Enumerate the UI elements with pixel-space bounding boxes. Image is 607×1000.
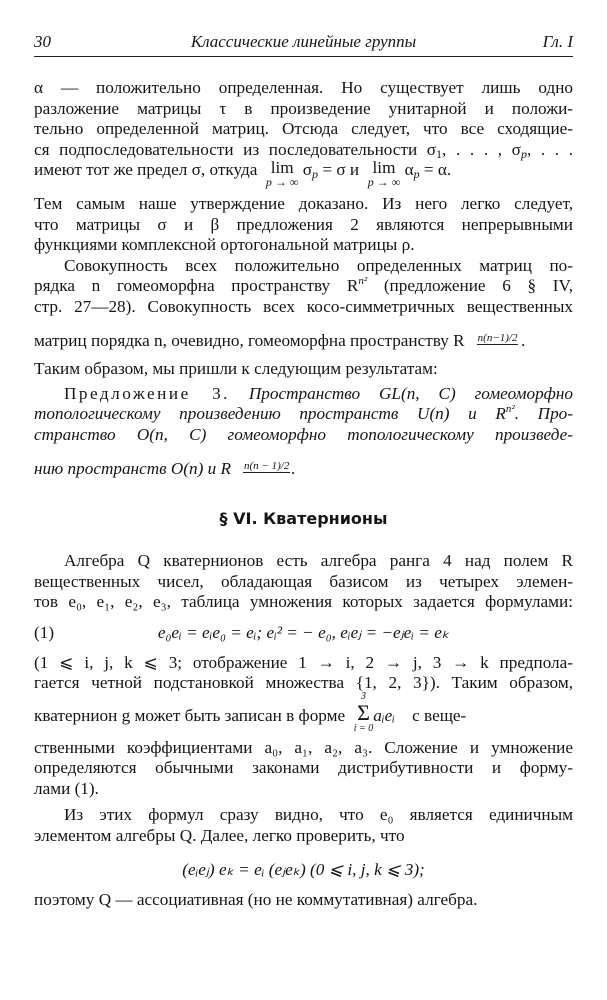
paragraph-2 xyxy=(34,256,573,380)
text-line: гается четной подстановкой множества {1, 2, 3}). Таким образом, xyxy=(34,673,573,692)
proposition-3 xyxy=(34,384,573,488)
limit-expression: lim p → ∞ xyxy=(265,158,299,189)
text-line: поэтому Q — ассоциативная (но не коммутативная) алгебра. xyxy=(34,890,478,909)
page-number: 30 xyxy=(34,32,51,51)
text-line: определяются обычными законами дистрибутивности и форму- xyxy=(34,758,573,777)
limit-expression: lim p → ∞ xyxy=(367,158,401,189)
text-line: Таким образом, мы пришли к следующим результатам: xyxy=(34,359,438,378)
text-line: тельно определенной матриц. Отсюда следует, что все сходящие- xyxy=(34,119,573,138)
formula-expression: (eᵢeⱼ) eₖ = eᵢ (eⱼeₖ) (0 ⩽ i, j, k ⩽ 3); xyxy=(182,860,425,879)
paragraph-4 xyxy=(34,653,573,800)
paragraph-1 xyxy=(34,78,573,256)
text-line: функциями комплексной ортогональной матрицы ρ. xyxy=(34,235,415,254)
text-line-with-limits: имеют тот же предел σ, откуда lim p → ∞ σp = σ и lim p → ∞ αp = α. xyxy=(34,158,452,189)
text-line: Алгебра Q кватернионов есть алгебра ранга 4 над полем R xyxy=(64,551,573,570)
summation: 3 Σ i = 0 xyxy=(353,690,374,734)
text-line: вещественных чисел, обладающая базисом из четырех элемен- xyxy=(34,571,573,591)
running-header xyxy=(34,32,573,57)
text-line: ся подпоследовательности из последовательности σ1, . . . , σp, . . . xyxy=(34,139,574,161)
text-line: разложение матрицы τ в произведение унитарной и положи- xyxy=(34,98,573,118)
formula-1 xyxy=(34,613,573,653)
text-line: топологическому произведению пространств U(n) и $R^{n^2}$. Про- xyxy=(34,403,573,423)
page-body xyxy=(34,78,573,911)
text-line: (1 ⩽ i, j, k ⩽ 3; отображение 1 → i, 2 → j, 3 → k предпола- xyxy=(34,652,573,672)
paragraph-5 xyxy=(34,805,573,846)
text-line: что матрицы σ и β предложения 2 являются непрерывными xyxy=(34,214,573,234)
text-line: Совокупность всех положительно определенных матриц по- xyxy=(64,255,573,275)
text-line: элементом алгебры Q. Далее, легко проверить, что xyxy=(34,825,405,845)
paragraph-6 xyxy=(34,890,573,911)
text-line: матриц порядка n, очевидно, гомеоморфна пространству R n(n−1)/2 . xyxy=(34,331,526,350)
formula-expression: e₀eᵢ = eᵢe₀ = eᵢ; eᵢ² = − e₀, eᵢeⱼ = −eⱼeᵢ = eₖ xyxy=(157,622,450,642)
paragraph-3 xyxy=(34,551,573,613)
running-title: Классические линейные группы xyxy=(190,32,417,51)
text-line: Тем самым наше утверждение доказано. Из него легко следует, xyxy=(34,194,573,213)
chapter-label: Гл. I xyxy=(542,32,573,51)
section-heading: § VI. Кватернионы xyxy=(219,509,388,528)
formula-2 xyxy=(34,850,573,890)
text-line: ственными коэффициентами a₀, a₁, a₂, a₃. Сложение и умножение xyxy=(34,737,573,757)
text-line-with-sum: кватернион g может быть записан в форме 3 Σ i = 0 aᵢeᵢ с веще- xyxy=(34,690,467,734)
text-line: α — положительно определенная. Но существует лишь одно xyxy=(34,78,573,97)
formula-tag: (1) xyxy=(34,622,55,642)
text-line: лами (1). xyxy=(34,778,99,798)
text-line: рядка n гомеоморфна пространству $R^{n^2}$ (предложение 6 § IV, xyxy=(34,275,573,295)
text-line: странство O(n, C) гомеоморфно топологическому произведе- xyxy=(34,424,573,444)
text-line: тов e₀, e₁, e₂, e₃, таблица умножения которых задается формулами: xyxy=(34,592,573,611)
text-line: Из этих формул сразу видно, что e₀ является единичным xyxy=(64,805,573,824)
text-line: Предложение 3. Пространство GL(n, C) гомеоморфно xyxy=(64,383,574,403)
proposition-label: Предложение 3. xyxy=(64,383,230,403)
text-line: нию пространств O(n) и R n(n − 1)/2 . xyxy=(34,459,296,478)
text-line: стр. 27—28). Совокупность всех косо-симметричных вещественных xyxy=(34,296,573,316)
